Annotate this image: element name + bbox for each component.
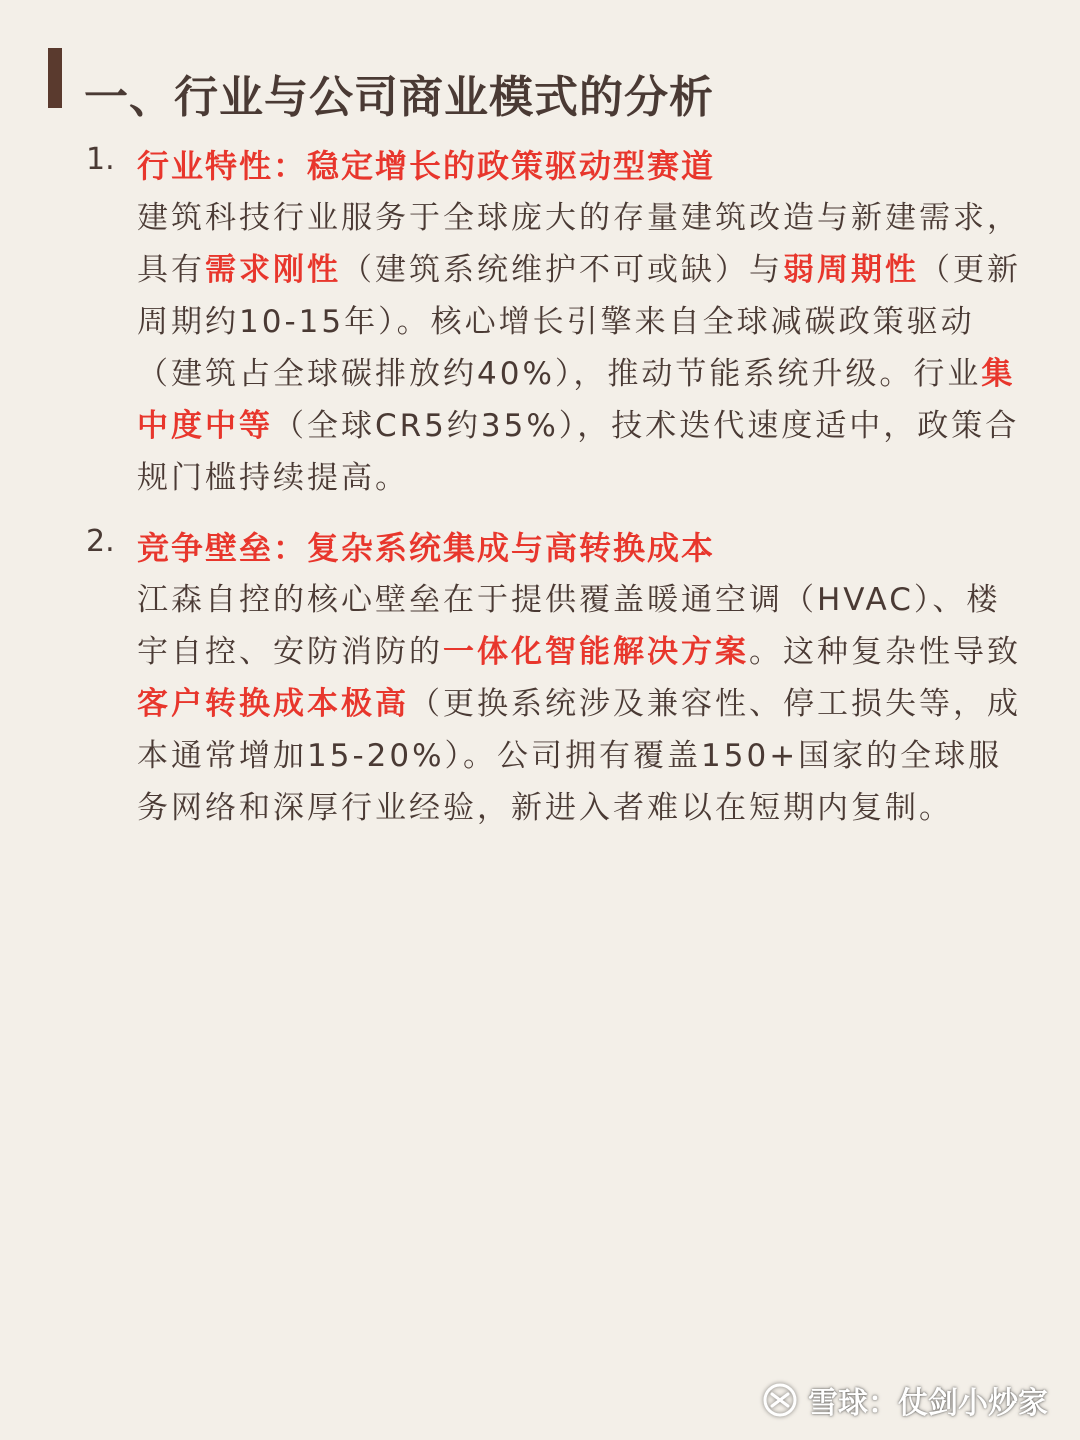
section-number: 1. [86, 142, 115, 177]
section-industry [84, 140, 1024, 504]
watermark [762, 1378, 1048, 1422]
section-heading: 行业特性：稳定增长的政策驱动型赛道 [137, 147, 716, 185]
body-text: 建筑科技行业服务于全球庞大的存量建筑改造与新建需求，具有 [137, 200, 1021, 288]
body-text: 。这种复杂性导致 [749, 634, 1021, 670]
body-text: （建筑系统维护不可或缺）与 [341, 252, 783, 288]
body-text: （更新周期约10-15年）。核心增长引擎来自全球减碳政策驱动（建筑占全球碳排放约40%），推动节能系统升级。行业 [137, 252, 1021, 392]
highlight-text: 需求刚性 [205, 252, 341, 288]
watermark-text: 雪球：仗剑小炒家 [808, 1386, 1048, 1421]
highlight-text: 一体化智能解决方案 [443, 634, 749, 670]
section-number: 2. [86, 524, 115, 559]
section-moat [84, 522, 1024, 834]
highlight-text: 客户转换成本极高 [137, 686, 409, 722]
page-title: 一、行业与公司商业模式的分析 [84, 72, 714, 123]
section-body [137, 192, 1024, 504]
section-heading: 竞争壁垒：复杂系统集成与高转换成本 [137, 529, 716, 567]
body-text: 江森自控的核心壁垒在于提供覆盖暖通空调（HVAC）、楼宇自控、安防消防的 [137, 582, 1001, 670]
body-text: （全球CR5约35%），技术迭代速度适中，政策合规门槛持续提高。 [137, 408, 1020, 496]
title-accent-bar [48, 48, 62, 108]
highlight-text: 集中度中等 [137, 356, 1016, 444]
snowball-logo-icon [762, 1382, 798, 1418]
section-body [137, 574, 1024, 834]
body-text: （更换系统涉及兼容性、停工损失等，成本通常增加15-20%）。公司拥有覆盖150+国家的全球服务网络和深厚行业经验，新进入者难以在短期内复制。 [137, 686, 1021, 826]
highlight-text: 弱周期性 [783, 252, 919, 288]
